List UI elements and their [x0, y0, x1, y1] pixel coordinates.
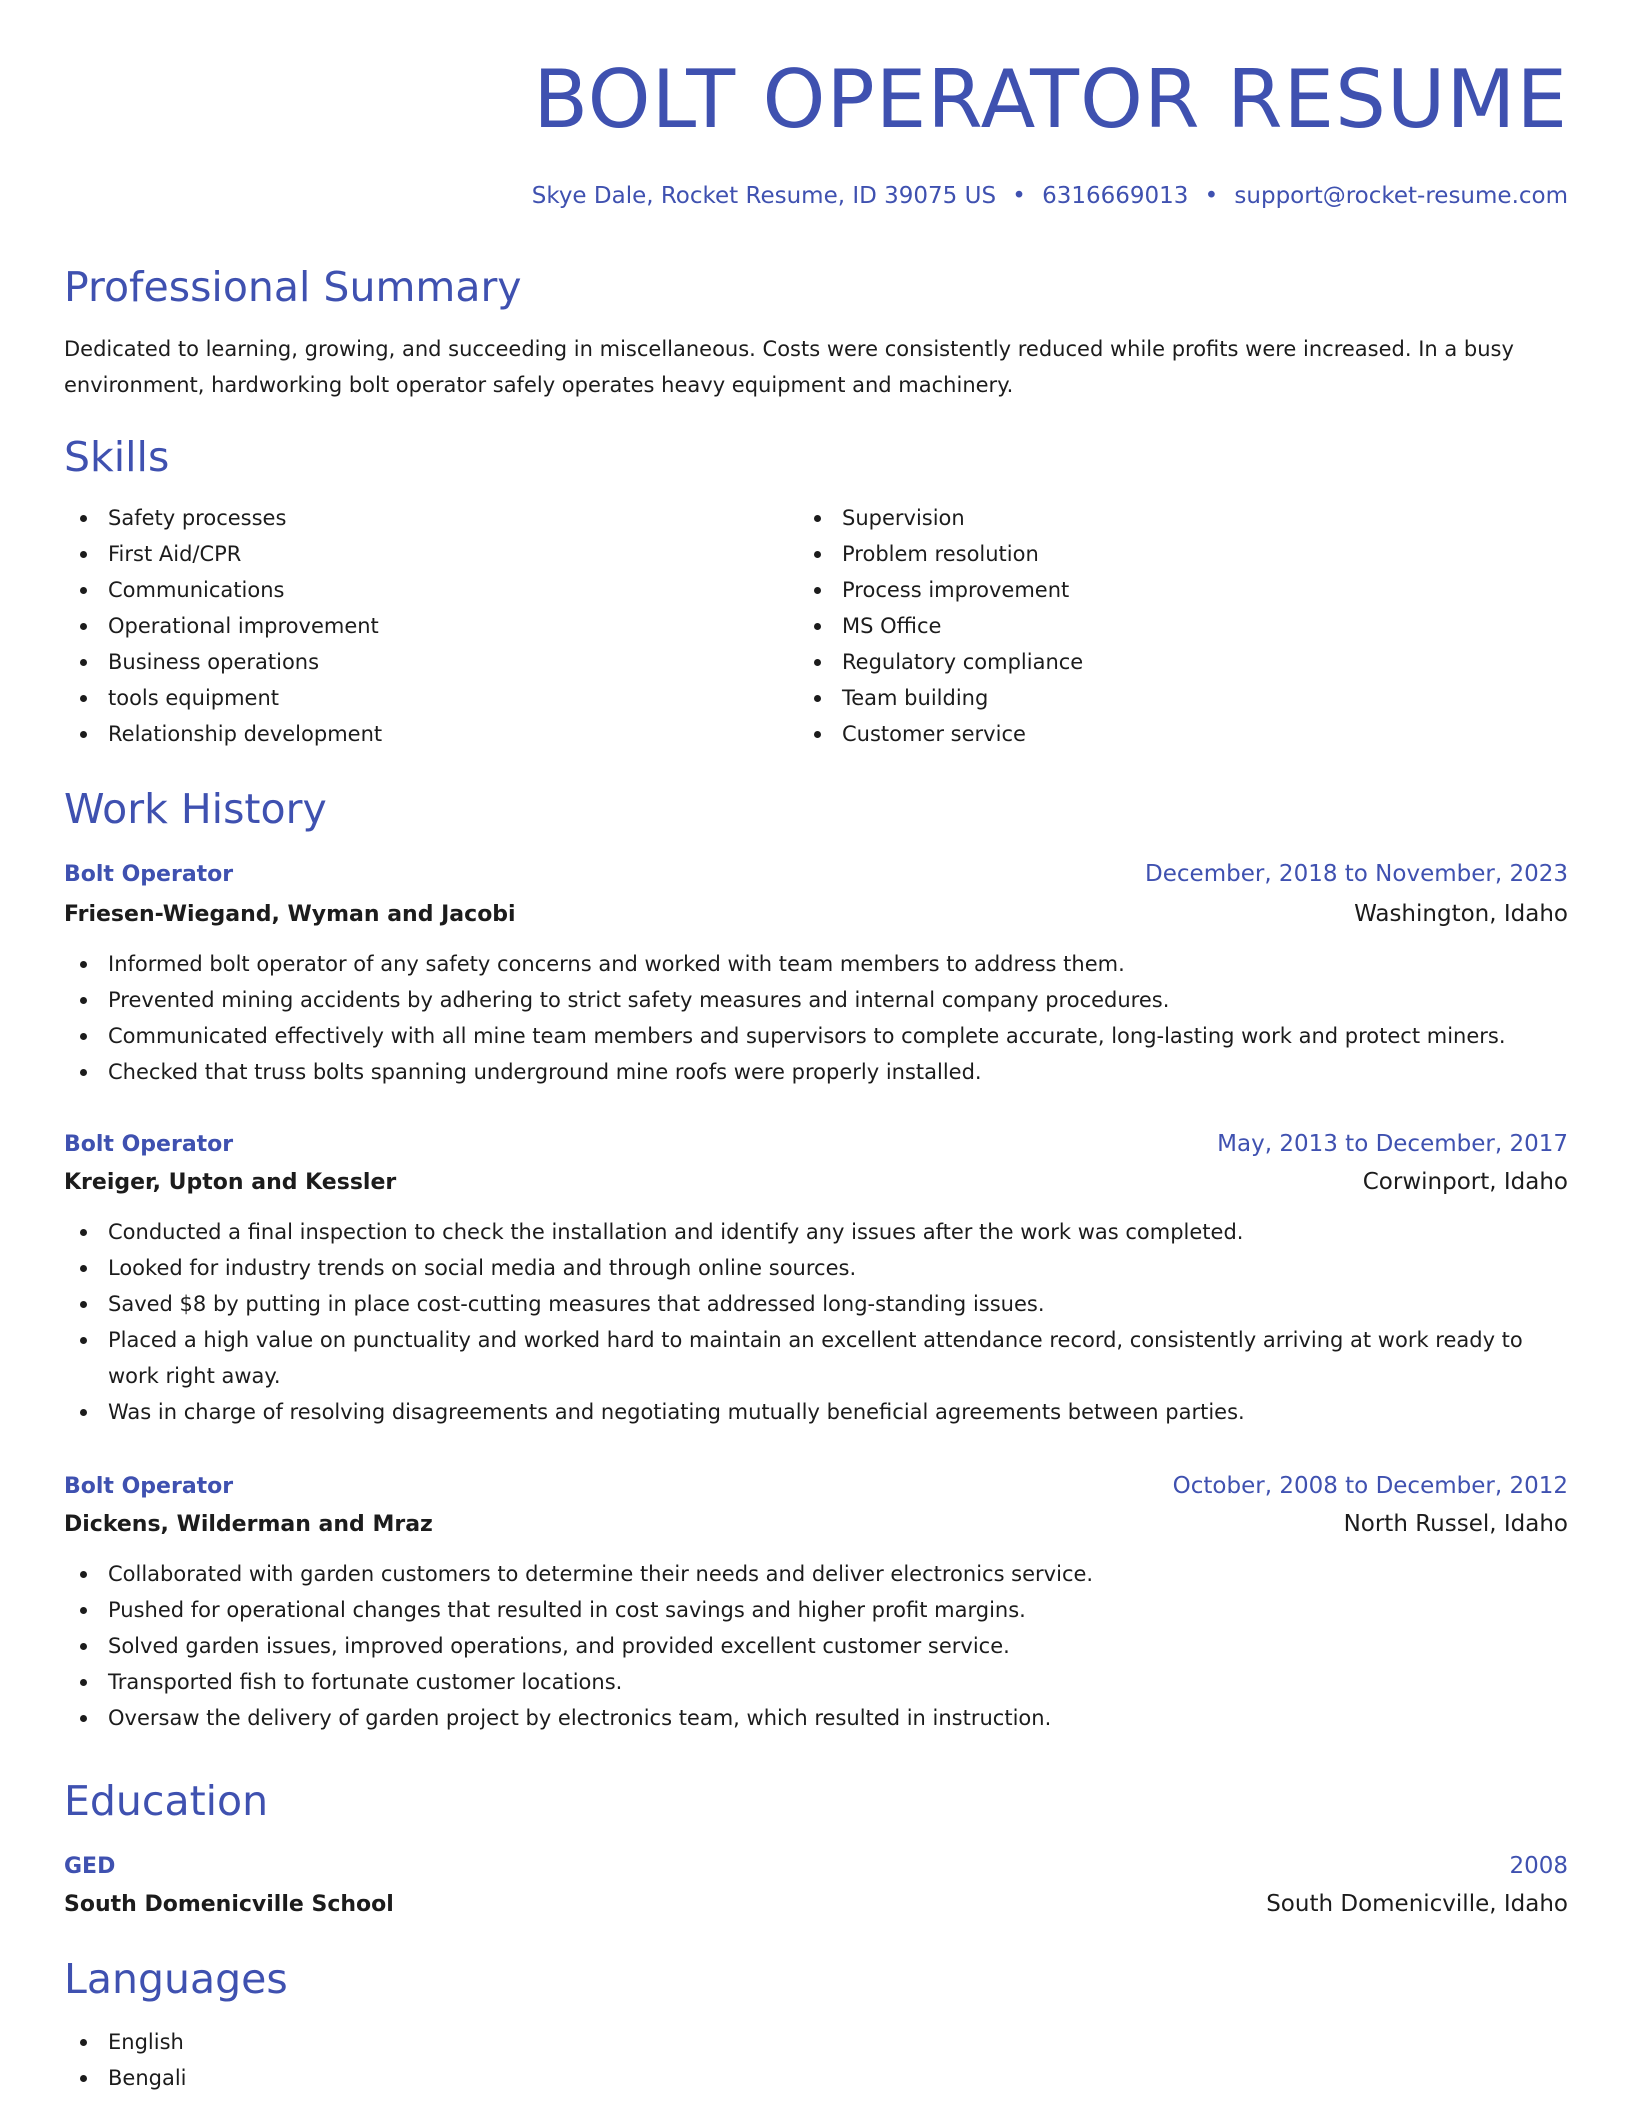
education-year: 2008 [1509, 1853, 1568, 1879]
job-title-row [64, 1126, 1568, 1162]
education-heading: Education [64, 1777, 269, 1825]
work-history-heading: Work History [64, 785, 327, 833]
summary-heading: Professional Summary [64, 263, 522, 311]
job-dates: October, 2008 to December, 2012 [1172, 1473, 1568, 1499]
contact-address: Skye Dale, Rocket Resume, ID 39075 US [531, 183, 997, 209]
job-bullet: Oversaw the delivery of garden project by electronics team, which resulted in instruction. [64, 1700, 1568, 1736]
job-dates: May, 2013 to December, 2017 [1217, 1131, 1568, 1157]
skills-list-left [64, 500, 764, 752]
skills-heading: Skills [64, 433, 170, 481]
job-bullet: Collaborated with garden customers to determine their needs and deliver electronics service. [64, 1556, 1568, 1592]
job-company-row [64, 1506, 1568, 1542]
job-bullet: Conducted a final inspection to check the installation and identify any issues after the work was completed. [64, 1214, 1568, 1250]
languages-heading: Languages [64, 1955, 288, 2003]
job-company-row [64, 1164, 1568, 1200]
contact-line [532, 180, 1568, 212]
skill-item: MS Office [798, 608, 1498, 644]
skill-item: Regulatory compliance [798, 644, 1498, 680]
education-school-row [64, 1886, 1568, 1922]
contact-separator: • [1012, 183, 1026, 209]
skill-item: First Aid/CPR [64, 536, 764, 572]
job-bullet: Communicated effectively with all mine team members and supervisors to complete accurate, long-lasting work and protect miners. [64, 1018, 1568, 1054]
job-title: Bolt Operator [64, 1473, 234, 1499]
job-bullet: Informed bolt operator of any safety concerns and worked with team members to address them. [64, 946, 1568, 982]
skill-item: Relationship development [64, 716, 764, 752]
job-location: North Russel, Idaho [1343, 1511, 1568, 1537]
language-item: Bengali [64, 2060, 764, 2096]
education-degree: GED [64, 1853, 116, 1879]
skill-item: Supervision [798, 500, 1498, 536]
job-bullet: Saved $8 by putting in place cost-cutting measures that addressed long-standing issues. [64, 1286, 1568, 1322]
skill-item: Business operations [64, 644, 764, 680]
job-title: Bolt Operator [64, 861, 234, 887]
job-bullet: Pushed for operational changes that resulted in cost savings and higher profit margins. [64, 1592, 1568, 1628]
contact-separator: • [1204, 183, 1219, 209]
job-company: Friesen-Wiegand, Wyman and Jacobi [64, 901, 516, 927]
job-bullet: Placed a high value on punctuality and worked hard to maintain an excellent attendance record, consistently arriving at work ready to work right away. [64, 1322, 1568, 1394]
summary-text: Dedicated to learning, growing, and succeeding in miscellaneous. Costs were consistently reduced while profits were increased. In a busy environment, hardworking bolt operator safely operates heavy equipment and machinery. [64, 337, 1514, 397]
contact-email[interactable]: support@rocket-resume.com [1234, 183, 1568, 209]
job-dates: December, 2018 to November, 2023 [1145, 861, 1568, 887]
skill-item: Operational improvement [64, 608, 764, 644]
job-bullet: Prevented mining accidents by adhering to strict safety measures and internal company procedures. [64, 982, 1568, 1018]
job-bullets [64, 1214, 1568, 1430]
education-location: South Domenicville, Idaho [1266, 1891, 1568, 1917]
skill-item: Customer service [798, 716, 1498, 752]
job-bullet: Was in charge of resolving disagreements and negotiating mutually beneficial agreements between parties. [64, 1394, 1568, 1430]
languages-list [64, 2024, 764, 2096]
skill-item: Problem resolution [798, 536, 1498, 572]
education-school: South Domenicville School [64, 1891, 394, 1917]
skill-item: Communications [64, 572, 764, 608]
job-title-row [64, 1468, 1568, 1504]
education-degree-row [64, 1848, 1568, 1884]
language-item: English [64, 2024, 764, 2060]
contact-phone: 6316669013 [1042, 183, 1189, 209]
job-company: Dickens, Wilderman and Mraz [64, 1511, 433, 1537]
job-bullet: Looked for industry trends on social media and through online sources. [64, 1250, 1568, 1286]
job-company: Kreiger, Upton and Kessler [64, 1169, 397, 1195]
job-location: Corwinport, Idaho [1362, 1169, 1568, 1195]
job-bullets [64, 1556, 1568, 1736]
job-location: Washington, Idaho [1354, 901, 1568, 927]
job-bullets [64, 946, 1568, 1090]
job-title-row [64, 856, 1568, 892]
resume-title: BOLT OPERATOR RESUME [533, 53, 1568, 146]
skill-item: tools equipment [64, 680, 764, 716]
skill-item: Team building [798, 680, 1498, 716]
job-bullet: Solved garden issues, improved operations, and provided excellent customer service. [64, 1628, 1568, 1664]
job-title: Bolt Operator [64, 1131, 234, 1157]
job-bullet: Transported fish to fortunate customer locations. [64, 1664, 1568, 1700]
skills-list-right [798, 500, 1498, 752]
skill-item: Process improvement [798, 572, 1498, 608]
skill-item: Safety processes [64, 500, 764, 536]
job-company-row [64, 896, 1568, 932]
job-bullet: Checked that truss bolts spanning underground mine roofs were properly installed. [64, 1054, 1568, 1090]
